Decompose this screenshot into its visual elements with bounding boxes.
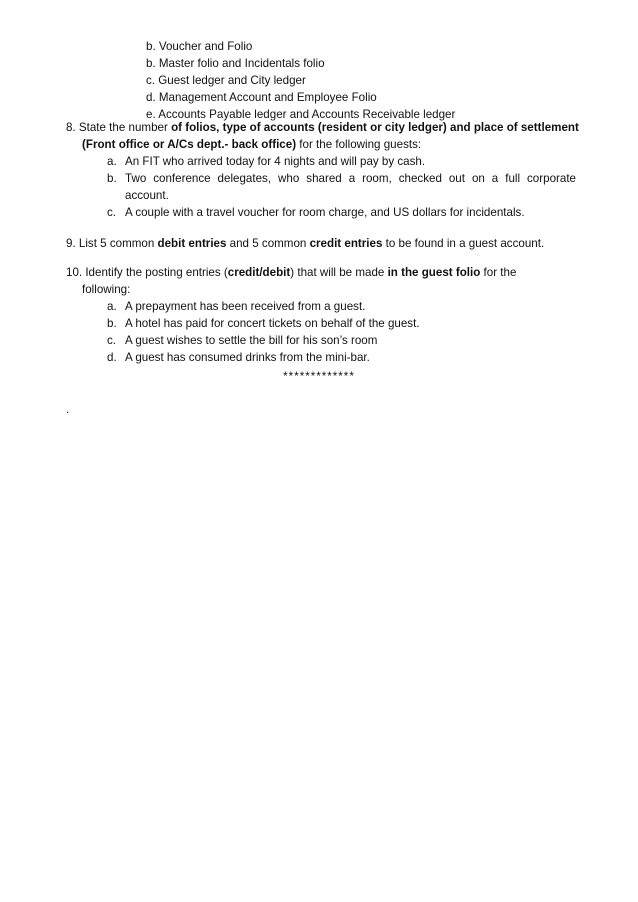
option-line: e. Accounts Payable ledger and Accounts Receivable ledger bbox=[146, 108, 456, 121]
question-10 bbox=[66, 264, 516, 281]
question-9-bold: debit entries bbox=[157, 237, 227, 250]
list-item-continuation: account. bbox=[125, 189, 169, 202]
list-marker: c. bbox=[107, 334, 117, 347]
option-line: b. Master folio and Incidentals folio bbox=[146, 57, 325, 70]
question-10-middle: ) that will be made bbox=[290, 266, 388, 279]
list-item: A couple with a travel voucher for room charge, and US dollars for incidentals. bbox=[125, 206, 525, 219]
option-line: d. Management Account and Employee Folio bbox=[146, 91, 377, 104]
option-line: c. Guest ledger and City ledger bbox=[146, 74, 306, 87]
question-8-continuation bbox=[82, 136, 421, 153]
list-item: A hotel has paid for concert tickets on behalf of the guest. bbox=[125, 317, 420, 330]
question-8-bold: of folios, type of accounts (resident or city ledger) and place of settlement bbox=[171, 121, 579, 134]
question-10-suffix: for the bbox=[480, 266, 517, 279]
question-9-middle: and 5 common bbox=[226, 237, 310, 250]
question-10-bold: credit/debit bbox=[227, 266, 291, 279]
question-9-bold-2: credit entries bbox=[309, 237, 383, 250]
question-9-suffix: to be found in a guest account. bbox=[382, 237, 545, 250]
question-10-bold-2: in the guest folio bbox=[387, 266, 481, 279]
question-8-prefix: 8. State the number bbox=[66, 121, 172, 134]
list-marker: a. bbox=[107, 155, 117, 168]
question-8 bbox=[66, 119, 579, 136]
list-marker: a. bbox=[107, 300, 117, 313]
list-marker: c. bbox=[107, 206, 117, 219]
list-item: A guest has consumed drinks from the mini-bar. bbox=[125, 351, 370, 364]
trailing-dot: . bbox=[66, 403, 70, 416]
list-marker: d. bbox=[107, 351, 117, 364]
option-line: b. Voucher and Folio bbox=[146, 40, 253, 53]
list-item: A prepayment has been received from a guest. bbox=[125, 300, 366, 313]
question-10-continuation: following: bbox=[82, 283, 131, 296]
question-9-prefix: 9. List 5 common bbox=[66, 237, 158, 250]
list-marker: b. bbox=[107, 317, 117, 330]
list-marker: b. bbox=[107, 172, 117, 185]
list-item: A guest wishes to settle the bill for his son’s room bbox=[125, 334, 378, 347]
list-item: Two conference delegates, who shared a room, checked out on a full corporate bbox=[125, 172, 576, 185]
question-8-suffix: for the following guests: bbox=[296, 138, 422, 151]
list-item: An FIT who arrived today for 4 nights and will pay by cash. bbox=[125, 155, 426, 168]
question-9 bbox=[66, 235, 544, 252]
question-8-bold-2: (Front office or A/Cs dept.- back office) bbox=[82, 138, 297, 151]
question-10-prefix: 10. Identify the posting entries ( bbox=[66, 266, 228, 279]
separator-stars: ************* bbox=[283, 370, 355, 383]
